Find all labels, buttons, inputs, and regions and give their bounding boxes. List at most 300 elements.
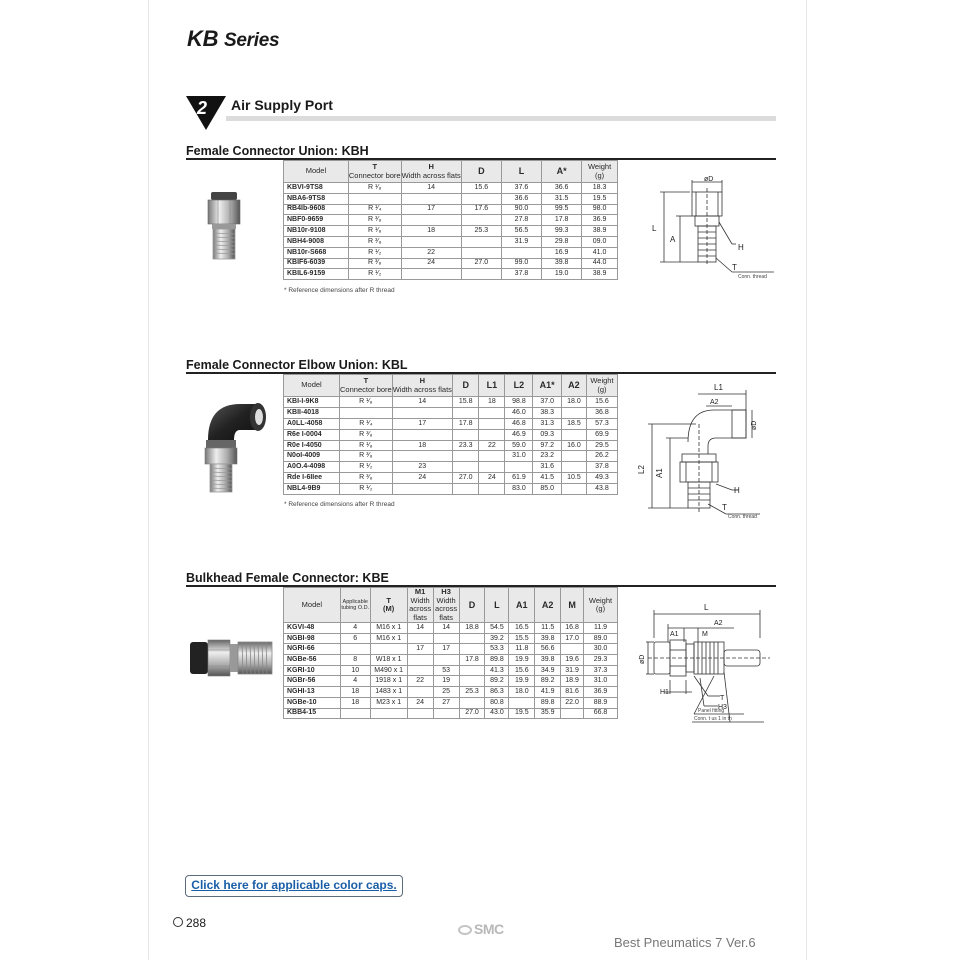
kbe-cell: 17.0 <box>561 633 584 644</box>
kbh-cell: 39.8 <box>542 258 582 269</box>
kbh-cell <box>401 193 461 204</box>
kbh-cell: 36.6 <box>501 193 541 204</box>
kbh-cell: 56.5 <box>501 226 541 237</box>
kbe-dimension-drawing <box>634 598 784 730</box>
kbe-cell: 1918 x 1 <box>370 676 407 687</box>
kbl-cell: 18.5 <box>561 418 586 429</box>
kbh-cell: 99.3 <box>542 226 582 237</box>
table-row <box>284 697 618 708</box>
kbe-col-d: D <box>459 588 485 623</box>
kbh-rows <box>284 183 618 280</box>
kbh-cell <box>401 236 461 247</box>
kbl-cell: 46.0 <box>505 407 533 418</box>
table-row <box>284 204 618 215</box>
kbe-cell: NGBe-56 <box>284 655 341 666</box>
kbe-cell: 19 <box>433 676 459 687</box>
kbl-cell: A0O.4-4098 <box>284 462 340 473</box>
kbl-col-l1: L1 <box>479 375 505 397</box>
kbl-cell <box>479 429 505 440</box>
kbh-cell: 99.0 <box>501 258 541 269</box>
kbl-cell <box>479 418 505 429</box>
kbh-cell: 38.9 <box>582 226 618 237</box>
edition-label: Best Pneumatics 7 Ver.6 <box>614 935 756 950</box>
kbh-cell: 14 <box>401 183 461 194</box>
kbh-dim-t: T <box>732 263 737 272</box>
kbe-cell: 31.0 <box>584 676 618 687</box>
kbh-cell: R ³⁄₈ <box>348 258 401 269</box>
kbe-cell <box>433 708 459 719</box>
page-number: 288 <box>173 916 206 930</box>
table-row <box>284 247 618 258</box>
kbl-cell: 23 <box>392 462 452 473</box>
kbh-cell <box>348 193 401 204</box>
kbh-cell: 19.5 <box>582 193 618 204</box>
kbl-cell <box>452 429 479 440</box>
kbh-col-t: T Connector bore <box>348 161 401 183</box>
kbh-cell: 24 <box>401 258 461 269</box>
kbh-cell: R ¹⁄₈ <box>348 226 401 237</box>
table-row <box>284 418 618 429</box>
kbe-dim-note2: Conn. t us 1 in th <box>694 716 732 722</box>
kbh-cell <box>461 269 501 280</box>
kbh-cell: 29.8 <box>542 236 582 247</box>
kbl-dim-l2: L2 <box>637 465 646 474</box>
kbl-col-d: D <box>452 375 479 397</box>
kbh-dim-d: øD <box>704 176 714 183</box>
brand-logo: SMC <box>458 921 504 937</box>
kbh-cell <box>401 269 461 280</box>
kbe-cell: 4 <box>340 676 370 687</box>
kbl-col-model: Model <box>284 375 340 397</box>
kbh-cell: NBH4-9008 <box>284 236 349 247</box>
kbl-cell <box>561 429 586 440</box>
kbe-cell <box>340 644 370 655</box>
kbl-dim-a2: A2 <box>710 399 719 406</box>
kbh-spec-table <box>283 160 618 280</box>
kbe-cell: 25.3 <box>459 687 485 698</box>
kbl-cell: 31.6 <box>533 462 561 473</box>
kbe-cell: 10 <box>340 665 370 676</box>
kbe-dim-a1: A1 <box>670 631 679 638</box>
kbe-col-t: T (M) <box>370 588 407 623</box>
kbe-cell: 8 <box>340 655 370 666</box>
kbe-cell: 81.6 <box>561 687 584 698</box>
kbe-cell <box>433 655 459 666</box>
kbe-cell: 27 <box>433 697 459 708</box>
kbl-cell: 15.6 <box>586 397 617 408</box>
kbl-cell: 17.8 <box>452 418 479 429</box>
kbe-cell <box>407 665 433 676</box>
kbl-cell: 41.5 <box>533 473 561 484</box>
kbe-cell: 89.8 <box>535 697 561 708</box>
kbl-cell: 31.0 <box>505 451 533 462</box>
table-row <box>284 429 618 440</box>
kbe-cell: 43.0 <box>485 708 509 719</box>
table-row <box>284 215 618 226</box>
kbe-cell: 6 <box>340 633 370 644</box>
kbh-cell: NBF0-9659 <box>284 215 349 226</box>
kbh-cell <box>401 215 461 226</box>
kbl-cell: 23.3 <box>452 440 479 451</box>
kbl-cell: 37.8 <box>586 462 617 473</box>
kbe-cell: 17 <box>407 644 433 655</box>
kbl-cell: 97.2 <box>533 440 561 451</box>
kbe-cell: M23 x 1 <box>370 697 407 708</box>
kbl-cell: 26.2 <box>586 451 617 462</box>
kbh-cell: 16.9 <box>542 247 582 258</box>
kbe-dim-a2: A2 <box>714 620 723 627</box>
kbh-note: * Reference dimensions after R thread <box>284 287 395 294</box>
kbl-cell <box>505 462 533 473</box>
kbe-cell <box>370 644 407 655</box>
table-row <box>284 397 618 408</box>
kbe-dim-m: M <box>702 631 708 638</box>
kbe-cell <box>459 633 485 644</box>
kbe-col-a2: A2 <box>535 588 561 623</box>
kbl-cell: A0LL-4058 <box>284 418 340 429</box>
page-margin-right <box>806 0 807 960</box>
kbh-cell: R ³⁄₈ <box>348 215 401 226</box>
kbe-col-h3: H3 Width across flats <box>435 587 458 622</box>
kbh-cell: R ¹⁄₂ <box>348 269 401 280</box>
kbh-cell: 98.0 <box>582 204 618 215</box>
color-caps-link[interactable]: Click here for applicable color caps. <box>185 875 403 897</box>
kbh-cell: RB4Ib-9608 <box>284 204 349 215</box>
kbe-cell <box>561 708 584 719</box>
kbl-col-a1: A1* <box>533 375 561 397</box>
kbl-col-weight: Weight (g) <box>586 375 617 397</box>
kbe-cell: 25 <box>433 687 459 698</box>
kbl-cell: 69.9 <box>586 429 617 440</box>
brand-logo-icon <box>458 925 472 935</box>
kbh-product-photo <box>202 190 246 264</box>
kbe-cell: 16.5 <box>509 623 535 634</box>
kbl-dim-d: øD <box>751 420 758 430</box>
kbe-cell: 22.0 <box>561 697 584 708</box>
kbe-cell: 31.9 <box>561 665 584 676</box>
kbh-cell: 36.9 <box>582 215 618 226</box>
kbe-cell: 19.9 <box>509 655 535 666</box>
kbe-col-weight: Weight (g) <box>584 588 618 623</box>
kbh-cell: 37.6 <box>501 183 541 194</box>
kbh-dim-a: A <box>670 235 676 244</box>
kbl-cell: 17 <box>392 418 452 429</box>
kbl-cell <box>392 451 452 462</box>
kbl-dim-a1: A1 <box>655 468 664 478</box>
kbe-cell: 37.3 <box>584 665 618 676</box>
kbl-cell: 57.3 <box>586 418 617 429</box>
kbl-cell: 43.8 <box>586 484 617 495</box>
kbe-cell <box>509 697 535 708</box>
kbe-cell: 35.9 <box>535 708 561 719</box>
kbl-cell: 98.8 <box>505 397 533 408</box>
kbe-title: Bulkhead Female Connector: KBE <box>186 571 389 585</box>
kbe-cell: 29.3 <box>584 655 618 666</box>
kbe-cell: 41.3 <box>485 665 509 676</box>
kbl-cell: 61.9 <box>505 473 533 484</box>
kbl-cell <box>452 407 479 418</box>
kbe-cell: KGVI-48 <box>284 623 341 634</box>
kbe-cell: 14 <box>433 623 459 634</box>
kbh-cell: 18.3 <box>582 183 618 194</box>
kbe-cell: 19.6 <box>561 655 584 666</box>
kbe-cell: 11.9 <box>584 623 618 634</box>
kbl-cell: 49.3 <box>586 473 617 484</box>
table-row <box>284 623 618 634</box>
kbe-cell: M16 x 1 <box>370 633 407 644</box>
kbe-cell <box>433 633 459 644</box>
kbl-cell: Rde I-6IIee <box>284 473 340 484</box>
kbe-cell: W18 x 1 <box>370 655 407 666</box>
kbl-cell <box>392 484 452 495</box>
kbe-cell: 17 <box>433 644 459 655</box>
kbe-cell: 39.8 <box>535 633 561 644</box>
kbl-cell: 29.5 <box>586 440 617 451</box>
kbe-cell: NGBe-10 <box>284 697 341 708</box>
kbe-cell: 15.5 <box>509 633 535 644</box>
kbh-cell: 38.9 <box>582 269 618 280</box>
kbl-cell: 18 <box>479 397 505 408</box>
kbh-cell: 27.8 <box>501 215 541 226</box>
kbh-cell: R ³⁄₈ <box>348 236 401 247</box>
kbl-note: * Reference dimensions after R thread <box>284 501 395 508</box>
kbl-cell: 24 <box>392 473 452 484</box>
kbh-cell: 09.0 <box>582 236 618 247</box>
kbl-cell <box>340 407 393 418</box>
kbe-col-a1: A1 <box>509 588 535 623</box>
kbh-cell: 90.0 <box>501 204 541 215</box>
section-rule <box>226 116 776 121</box>
table-row <box>284 484 618 495</box>
kbh-cell: 17.8 <box>542 215 582 226</box>
kbe-cell: 27.0 <box>459 708 485 719</box>
kbe-dim-h3: H3 <box>718 704 727 711</box>
kbl-cell: N0oI-4009 <box>284 451 340 462</box>
kbe-cell: 18 <box>340 697 370 708</box>
kbl-col-t: T Connector bore <box>340 375 393 397</box>
kbe-cell: M490 x 1 <box>370 665 407 676</box>
kbh-cell: 36.6 <box>542 183 582 194</box>
kbl-dim-h: H <box>734 486 740 495</box>
kbh-cell: NB10r-S668 <box>284 247 349 258</box>
table-row <box>284 708 618 719</box>
kbh-cell: 27.0 <box>461 258 501 269</box>
kbe-cell: KGRI-10 <box>284 665 341 676</box>
kbl-col-h: H Width across flats <box>392 375 452 397</box>
kbe-cell <box>407 633 433 644</box>
kbh-cell <box>461 247 501 258</box>
kbh-col-h: H Width across flats <box>401 161 461 183</box>
table-row <box>284 183 618 194</box>
kbl-cell <box>392 407 452 418</box>
kbe-cell: 19.9 <box>509 676 535 687</box>
kbe-cell: 14 <box>407 623 433 634</box>
kbh-cell: 15.6 <box>461 183 501 194</box>
kbe-cell: 22 <box>407 676 433 687</box>
kbe-cell: 36.9 <box>584 687 618 698</box>
kbl-cell: 16.0 <box>561 440 586 451</box>
kbe-cell: 4 <box>340 623 370 634</box>
kbh-cell <box>461 215 501 226</box>
kbe-cell: 88.9 <box>584 697 618 708</box>
kbe-cell <box>561 644 584 655</box>
kbl-cell: R ¹⁄₈ <box>340 397 393 408</box>
kbh-cell: KBVI-9ТS8 <box>284 183 349 194</box>
kbh-col-l: L <box>501 161 541 183</box>
kbe-cell: 18.0 <box>509 687 535 698</box>
kbl-cell: 27.0 <box>452 473 479 484</box>
table-row <box>284 440 618 451</box>
kbe-dim-h1: H1 <box>660 689 669 696</box>
kbe-cell: 18 <box>340 687 370 698</box>
kbe-cell: 54.5 <box>485 623 509 634</box>
kbh-col-a: A* <box>542 161 582 183</box>
kbe-col-l: L <box>485 588 509 623</box>
table-row <box>284 676 618 687</box>
kbe-col-m: M <box>561 588 584 623</box>
kbh-title: Female Connector Union: KBH <box>186 144 369 158</box>
kbh-col-model: Model <box>284 161 349 183</box>
kbl-cell: R ³⁄₈ <box>340 429 393 440</box>
kbe-cell: 56.6 <box>535 644 561 655</box>
kbl-cell: R ¹⁄₈ <box>340 440 393 451</box>
kbe-cell: NGRI-66 <box>284 644 341 655</box>
kbe-cell <box>407 708 433 719</box>
kbl-cell: 18.0 <box>561 397 586 408</box>
kbl-cell <box>561 407 586 418</box>
kbh-cell: NBA6-9ТS8 <box>284 193 349 204</box>
kbe-cell: 11.8 <box>509 644 535 655</box>
table-row <box>284 665 618 676</box>
kbl-cell <box>452 484 479 495</box>
kbh-dim-h: H <box>738 243 744 252</box>
kbl-cell <box>561 451 586 462</box>
kbh-cell: 31.5 <box>542 193 582 204</box>
table-row <box>284 193 618 204</box>
kbe-cell <box>340 708 370 719</box>
kbe-cell <box>407 655 433 666</box>
kbe-cell: 1483 x 1 <box>370 687 407 698</box>
kbe-cell: 86.3 <box>485 687 509 698</box>
table-row <box>284 407 618 418</box>
kbe-rows <box>284 623 618 719</box>
kbl-cell: KBI-I-9K8 <box>284 397 340 408</box>
section-number: 2 <box>197 98 208 118</box>
kbh-dim-t-note: Conn. thread <box>738 274 767 280</box>
kbl-cell: 14 <box>392 397 452 408</box>
kbe-cell: NGHI-13 <box>284 687 341 698</box>
kbh-cell: 22 <box>401 247 461 258</box>
kbe-product-photo <box>188 634 278 682</box>
kbh-cell: NB10r-9108 <box>284 226 349 237</box>
kbl-cell: 24 <box>479 473 505 484</box>
table-row <box>284 473 618 484</box>
kbe-cell: 53.3 <box>485 644 509 655</box>
kbl-cell: 15.8 <box>452 397 479 408</box>
kbe-dim-l: L <box>704 603 709 612</box>
kbh-cell: 44.0 <box>582 258 618 269</box>
kbe-cell: 80.8 <box>485 697 509 708</box>
series-title: KB Series <box>187 26 280 51</box>
kbe-cell: 16.8 <box>561 623 584 634</box>
table-row <box>284 633 618 644</box>
kbe-cell <box>459 644 485 655</box>
kbh-cell: R ¹⁄₈ <box>348 183 401 194</box>
kbh-cell <box>461 193 501 204</box>
kbe-cell <box>459 697 485 708</box>
kbe-cell <box>370 708 407 719</box>
kbh-cell: R ¹⁄₄ <box>348 204 401 215</box>
kbe-col-m1: M1 Width across flats <box>409 587 432 622</box>
kbe-cell: 89.0 <box>584 633 618 644</box>
kbe-cell: 15.6 <box>509 665 535 676</box>
kbe-col-model: Model <box>284 588 341 623</box>
kbh-cell: 19.0 <box>542 269 582 280</box>
kbe-dim-d: øD <box>639 654 646 664</box>
table-row <box>284 451 618 462</box>
kbl-cell: 46.8 <box>505 418 533 429</box>
kbl-cell <box>452 451 479 462</box>
kbl-cell: 38.3 <box>533 407 561 418</box>
kbl-cell: 22 <box>479 440 505 451</box>
table-row <box>284 687 618 698</box>
kbl-title: Female Connector Elbow Union: KBL <box>186 358 408 372</box>
kbl-cell <box>479 451 505 462</box>
kbe-cell: 89.8 <box>485 655 509 666</box>
table-row <box>284 462 618 473</box>
kbl-cell: 85.0 <box>533 484 561 495</box>
kbe-spec-table <box>283 587 618 719</box>
kbh-cell: 18 <box>401 226 461 237</box>
kbh-cell: 17.6 <box>461 204 501 215</box>
kbh-cell: 99.5 <box>542 204 582 215</box>
kbl-cell: 37.0 <box>533 397 561 408</box>
kbl-dim-t-note: Conn. thread <box>728 514 757 520</box>
kbe-cell: 39.8 <box>535 655 561 666</box>
kbl-cell: R ³⁄₈ <box>340 451 393 462</box>
kbh-dimension-drawing <box>636 174 786 284</box>
kbh-cell: 41.0 <box>582 247 618 258</box>
kbl-cell: R ³⁄₈ <box>340 473 393 484</box>
kbe-col-size: Applicable tubing O.D. <box>340 588 370 623</box>
kbl-dim-t: T <box>722 503 727 512</box>
kbe-cell <box>407 687 433 698</box>
kbe-cell: 39.2 <box>485 633 509 644</box>
kbl-cell <box>561 462 586 473</box>
table-row <box>284 644 618 655</box>
kbl-cell: 83.0 <box>505 484 533 495</box>
kbl-col-a2: A2 <box>561 375 586 397</box>
kbl-cell: KBII-4018 <box>284 407 340 418</box>
kbe-cell: 17.8 <box>459 655 485 666</box>
kbl-cell: NBL4-9B9 <box>284 484 340 495</box>
kbh-cell: 17 <box>401 204 461 215</box>
kbe-cell: 66.8 <box>584 708 618 719</box>
kbl-dimension-drawing <box>636 380 786 520</box>
kbl-cell: R ¹⁄₄ <box>340 418 393 429</box>
kbh-cell <box>501 247 541 258</box>
kbh-cell <box>461 236 501 247</box>
kbe-cell: NGBr-56 <box>284 676 341 687</box>
kbe-cell: M16 x 1 <box>370 623 407 634</box>
kbl-cell <box>392 429 452 440</box>
kbl-rows <box>284 397 618 495</box>
kbl-cell: 23.2 <box>533 451 561 462</box>
kbl-cell: 10.5 <box>561 473 586 484</box>
kbe-dim-note1: Panel fitting <box>698 708 725 714</box>
kbl-cell: R ¹⁄₂ <box>340 484 393 495</box>
kbl-cell <box>561 484 586 495</box>
